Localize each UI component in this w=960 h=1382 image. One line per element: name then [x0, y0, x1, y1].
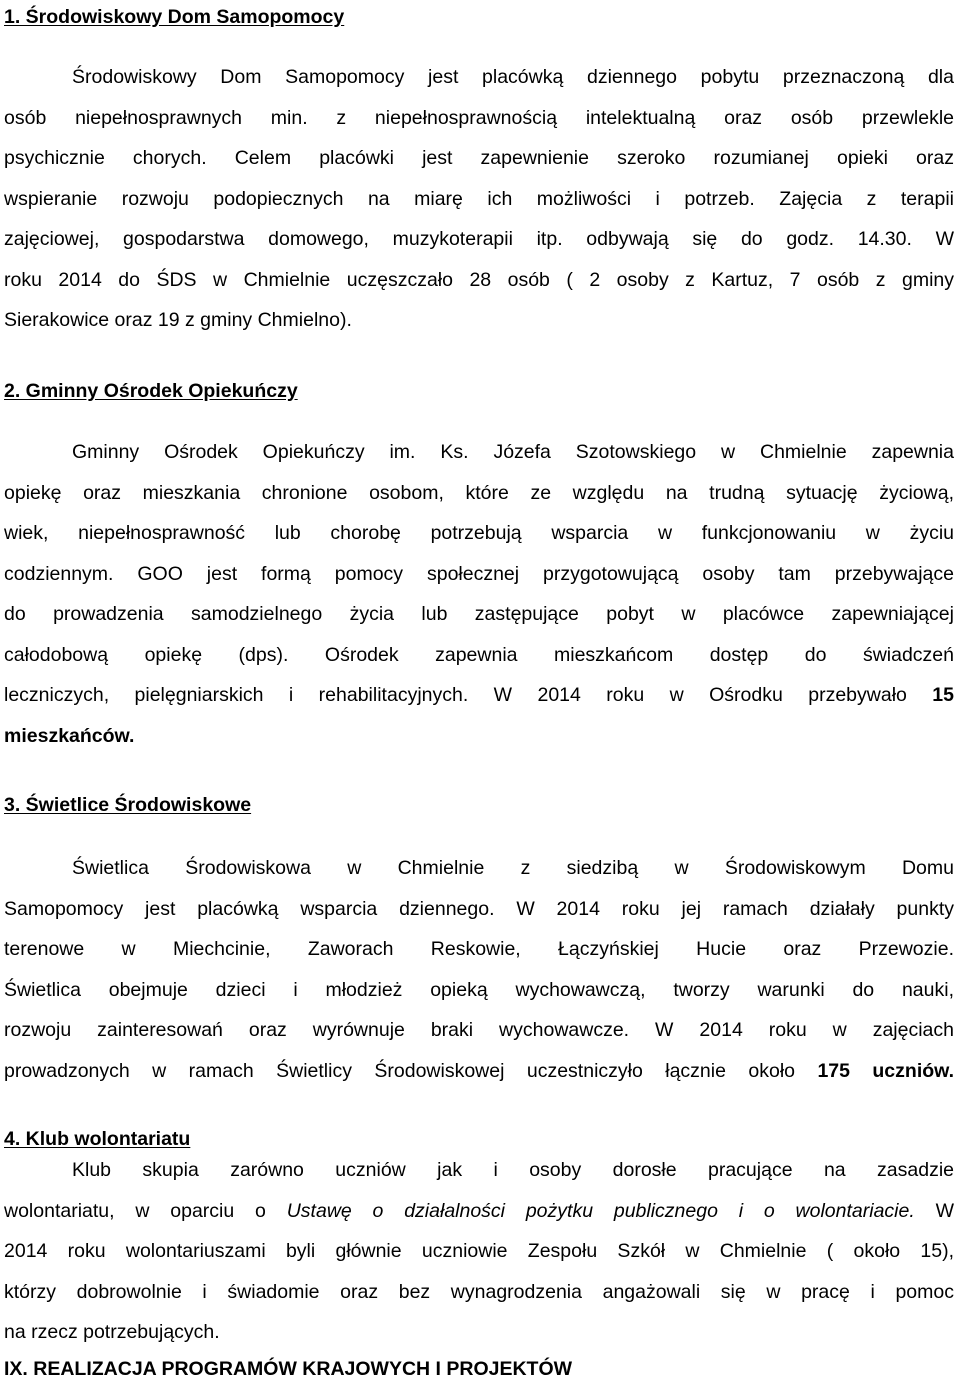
text-line: psychicznie chorych. Celem placówki jest zapewnienie szeroko rozumianej opieki oraz [4, 147, 954, 169]
text-line: wspieranie rozwoju podopiecznych na miarę ich możliwości i potrzeb. Zajęcia z terapii [4, 187, 954, 210]
text-line: Samopomocy jest placówką wsparcia dziennego. W 2014 roku jej ramach działały punkty [4, 897, 954, 920]
text-line: rozwoju zainteresowań oraz wyrównuje braki wychowawcze. W 2014 roku w zajęciach [4, 1019, 954, 1041]
text-line: którzy dobrowolnie i świadomie oraz bez wynagrodzenia angażowali się w pracę i pomoc [4, 1280, 954, 1303]
text-line-with-bold [4, 1051, 954, 1092]
section-body-1 [4, 57, 954, 341]
text-line: 2014 roku wolontariuszami byli głównie uczniowie Zespołu Szkół w Chmielnie ( około 15), [4, 1240, 954, 1262]
text-line: osób niepełnosprawnych min. z niepełnosprawnością intelektualną oraz osób przewlekle [4, 106, 954, 129]
text-line [4, 716, 954, 757]
text-line: terenowe w Miechcinie, Zaworach Reskowie, Łączyńskiej Hucie oraz Przewozie. [4, 938, 954, 960]
section-body-3 [4, 848, 954, 1091]
text-line: codziennym. GOO jest formą pomocy społecznej przygotowującą osoby tam przebywające [4, 562, 954, 585]
text-fragment: W [935, 1199, 955, 1222]
text-line-with-italic [4, 1191, 954, 1232]
text-line: opiekę oraz mieszkania chronione osobom, które ze względu na trudną sytuację życiową, [4, 481, 954, 504]
section-heading-4: 4. Klub wolontariatu [4, 1128, 191, 1150]
text-fragment: prowadzonych w ramach Świetlicy Środowiskowej uczestniczyło łącznie około [4, 1059, 795, 1082]
text-line-with-bold [4, 675, 954, 716]
text-line: Świetlica obejmuje dzieci i młodzież opieką wychowawczą, tworzy warunki do nauki, [4, 978, 954, 1001]
bold-word: mieszkańców. [4, 724, 135, 747]
text-line: do prowadzenia samodzielnego życia lub zastępujące pobyt w placówce zapewniającej [4, 603, 954, 625]
section-body-4 [4, 1150, 954, 1353]
text-line: Gminny Ośrodek Opiekuńczy im. Ks. Józefa Szotowskiego w Chmielnie zapewnia [72, 441, 954, 463]
text-fragment: wolontariatu, w oparciu o [4, 1199, 266, 1222]
text-line: Świetlica Środowiskowa w Chmielnie z siedzibą w Środowiskowym Domu [72, 857, 954, 879]
text-line: zajęciowej, gospodarstwa domowego, muzykoterapii itp. odbywają się do godz. 14.30. W [4, 228, 954, 250]
section-heading-1: 1. Środowiskowy Dom Samopomocy [4, 6, 345, 28]
text-line: wiek, niepełnosprawność lub chorobę potrzebują wsparcia w funkcjonowaniu w życiu [4, 522, 954, 544]
text-line: Środowiskowy Dom Samopomocy jest placówką dziennego pobytu przeznaczoną dla [72, 66, 954, 88]
text-line: roku 2014 do ŚDS w Chmielnie uczęszczało 28 osób ( 2 osoby z Kartuz, 7 osób z gminy [4, 268, 954, 291]
section-body-2 [4, 432, 954, 756]
text-line: Klub skupia zarówno uczniów jak i osoby dorosłe pracujące na zasadzie [72, 1159, 954, 1181]
bold-count: 15 [932, 684, 954, 706]
text-line: całodobową opiekę (dps). Ośrodek zapewnia mieszkańcom dostęp do świadczeń [4, 643, 954, 666]
text-line: Sierakowice oraz 19 z gminy Chmielno). [4, 309, 352, 331]
section-heading-2: 2. Gminny Ośrodek Opiekuńczy [4, 380, 298, 402]
italic-title: Ustawę o działalności pożytku publicznego i o wolontariacie. [286, 1199, 915, 1222]
text-fragment: leczniczych, pielęgniarskich i rehabilitacyjnych. W 2014 roku w Ośrodku przebywało [4, 684, 907, 706]
bold-count: 175 uczniów. [817, 1059, 955, 1082]
text-line: na rzecz potrzebujących. [4, 1321, 220, 1343]
section-heading-3: 3. Świetlice Środowiskowe [4, 794, 252, 816]
chapter-heading-ix: IX. REALIZACJA PROGRAMÓW KRAJOWYCH I PROJEKTÓW [4, 1358, 573, 1380]
